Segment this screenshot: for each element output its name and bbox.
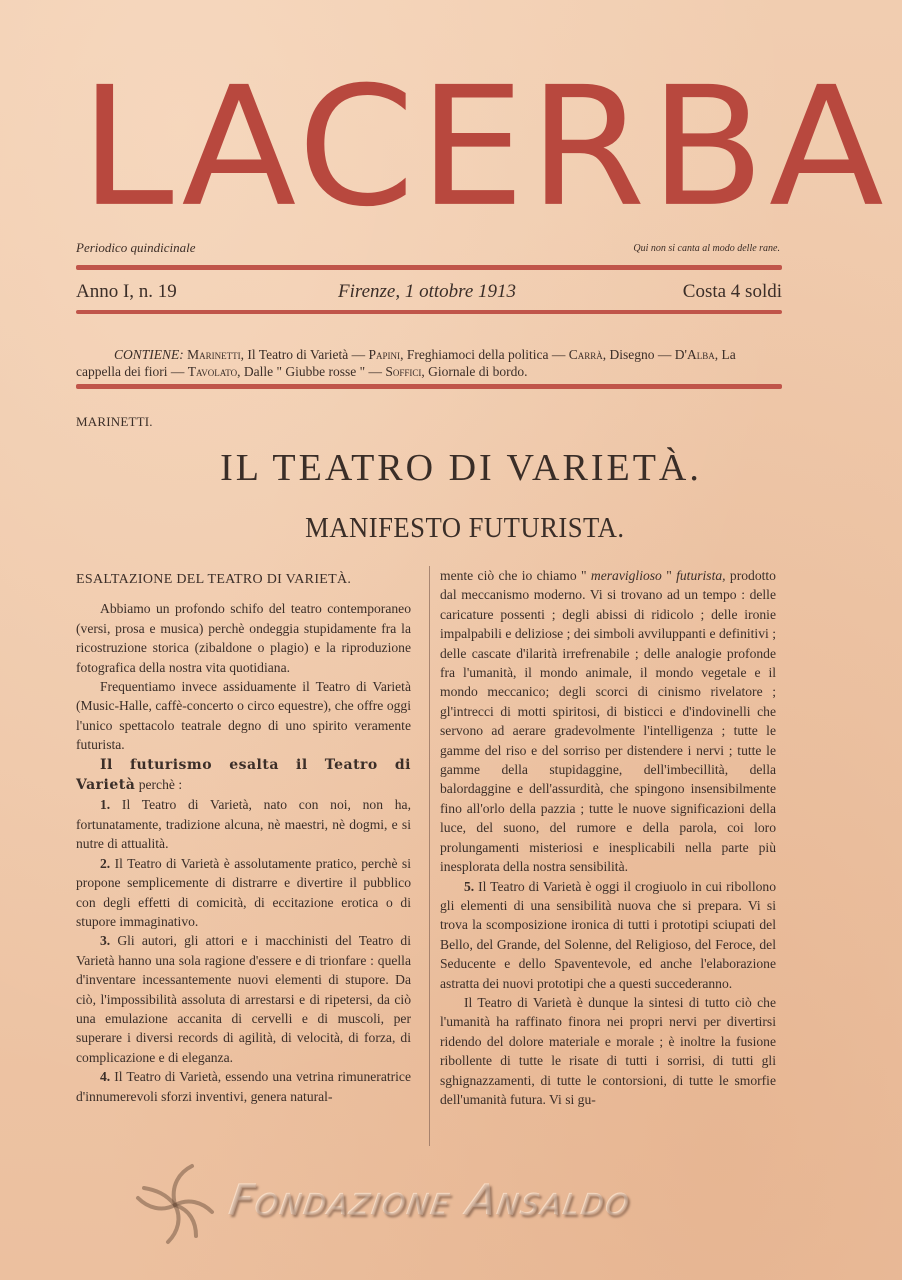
- table-of-contents: [76, 346, 784, 380]
- article-column-right: [440, 566, 776, 1109]
- column-divider: [429, 566, 430, 1146]
- contents-entry: Soffici, Giornale di bordo.: [385, 364, 528, 379]
- article-subtitle: MANIFESTO FUTURISTA.: [305, 512, 625, 544]
- contents-entry: Carrà, Disegno —: [568, 347, 675, 362]
- contents-entry: Papini, Freghiamoci della politica —: [368, 347, 569, 362]
- paragraph: Abbiamo un profondo schifo del teatro contemporaneo (versi, prosa e musica) perchè ondeggia stupidamente fra la ricostruzione storica (zibaldone o plagio) e la riproduzione fotografica della nostra vita quotidiana.: [76, 601, 411, 675]
- tagline-left: Periodico quindicinale: [76, 240, 196, 255]
- list-item: 2. Il Teatro di Varietà è assolutamente pratico, perchè si propone semplicemente di distrarre e divertire il pubblico con degli effetti di comicità, di eccitazione erotica o di stupore immaginativo.: [76, 855, 411, 929]
- issue-price: Costa 4 soldi: [682, 281, 782, 302]
- watermark: [130, 1160, 810, 1250]
- issue-place-date: Firenze, 1 ottobre 1913: [338, 281, 517, 302]
- list-item: 4. Il Teatro di Varietà, essendo una vetrina rimuneratrice d'innumerevoli sforzi inventivi, genera natural-: [76, 1069, 411, 1104]
- issue-info-row: [76, 281, 782, 307]
- list-item: 1. Il Teatro di Varietà, nato con noi, non ha, fortunatamente, tradizione alcuna, nè maestri, nè dogmi, e si nutre di attualità.: [76, 797, 411, 852]
- article-author: MARINETTI.: [76, 414, 153, 429]
- paragraph: Il futurismo esalta il Teatro di Varietà perchè :: [76, 756, 411, 794]
- contents-entry: Tavolato, Dalle " Giubbe rosse " —: [187, 364, 386, 379]
- section-heading: ESALTAZIONE DEL TEATRO DI VARIETÀ.: [76, 572, 352, 587]
- watermark-text: Fondazione Ansaldo: [226, 1176, 635, 1225]
- contents-label: CONTIENE:: [114, 347, 184, 362]
- red-rule-bottom: [76, 384, 782, 389]
- paragraph: mente ciò che io chiamo " meraviglioso " futurista, prodotto dal meccanismo moderno. Vi si trovano ad un tempo : delle caricature possenti ; degli abissi di ridicolo ; delle ironie impalpabili e deliziose ; dei simboli avviluppanti e definitivi ; delle cascate d'ilarità irrefrenabile ; delle analogie profonde fra l'umanità, il mondo animale, il mondo vegetale e il mondo meccanico; degli scorci di cinismo rivelatore ; gl'intrecci di motti spiritosi, di bisticci e d'indovinelli che servono ad aerare gradevolmente l'intelligenza ; tutte le gamme del riso e del sorriso per distendere i nervi ; tutte le gamme della stupidaggine, dell'imbecillità, della balordaggine e dell'assurdità, che spingono insensibilmente fino all'orlo della pazzia ; tutte le nuove significazioni della luce, del suono, del rumore e della parola, coi loro prolungamenti misteriosi e inesplicabili nella parte più inesplorata della nostra sensibilità.: [440, 568, 776, 875]
- red-rule-middle: [76, 310, 782, 314]
- issue-volume: Anno I, n. 19: [76, 281, 177, 302]
- list-item: 5. Il Teatro di Varietà è oggi il crogiuolo in cui ribollono gli elementi di una sensibilità nuova che si prepara. Vi si trova la scomposizione ironica di tutti i prototipi sciupati del Bello, del Grande, del Solenne, del Religioso, del Feroce, del Seducente e dello Spaventevole, ed anche l'elaborazione astratta dei nuovi prototipi che a questi succederanno.: [440, 878, 776, 991]
- tagline-right: Qui non si canta al modo delle rane.: [633, 243, 780, 254]
- bold-lead: Il futurismo esalta il Teatro di Varietà: [76, 756, 411, 794]
- masthead-title: LACERBA: [80, 50, 888, 244]
- paragraph: Frequentiamo invece assiduamente il Teatro di Varietà (Music-Halle, caffè-concerto o circo equestre), che offre oggi l'unico spettacolo teatrale degno di uno spirito veramente futurista.: [76, 679, 411, 753]
- contents-entry: Marinetti, Il Teatro di Varietà —: [187, 347, 369, 362]
- ansaldo-swirl-logo-icon: [130, 1160, 220, 1250]
- paragraph: Il Teatro di Varietà è dunque la sintesi di tutto ciò che l'umanità ha raffinato finora nei propri nervi per divertirsi ridendo del dolore materiale e morale ; è inoltre la fusione ribollente di tutte le risate di tutti i sorrisi, di tutti gli sghignazzamenti, di tutte le contorsioni, di tutte le smorfie dell'umanità futura. Vi si gu-: [440, 994, 776, 1107]
- list-item: 3. Gli autori, gli attori e i macchinisti del Teatro di Varietà hanno una sola ragione d'essere e di trionfare : quella d'inventare incessantemente nuovi elementi di stupore. Da ciò, l'impossibilità assoluta di arrestarsi e di ripetersi, da ciò una emulazione accanita di cervelli e di muscoli, per superare i diversi records di agilità, di velocità, di forza, di complicazione e di eleganza.: [76, 933, 411, 1065]
- article-column-left: [76, 566, 411, 1106]
- red-rule-top: [76, 265, 782, 270]
- contents-entry: D'Alba, La cappella dei fiori —: [76, 347, 736, 379]
- article-title: IL TEATRO DI VARIETÀ.: [220, 447, 702, 489]
